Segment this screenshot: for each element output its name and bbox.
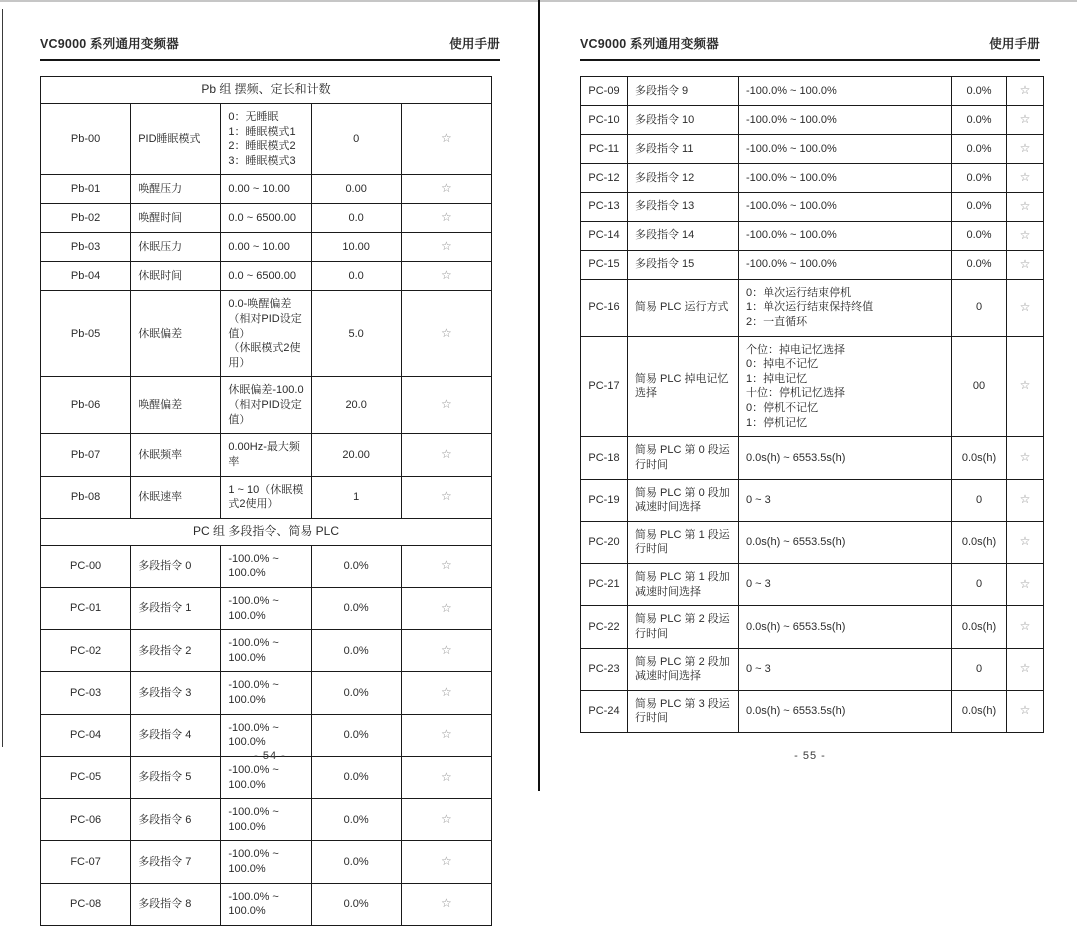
param-code-cell: PC-19	[581, 479, 628, 521]
param-name-cell: 唤醒时间	[131, 204, 221, 233]
param-name-cell: 简易 PLC 第 3 段运行时间	[628, 690, 739, 732]
param-code-cell: Pb-06	[41, 377, 131, 434]
param-range-cell: 0.00 ~ 10.00	[221, 233, 311, 262]
range-option-line: 2：一直循环	[746, 315, 808, 328]
table-row	[581, 437, 1044, 479]
modify-flag-cell: ☆	[1007, 250, 1044, 279]
param-name-cell: 多段指令 6	[131, 799, 221, 841]
param-name-cell: 多段指令 13	[628, 192, 739, 221]
param-default-cell: 0	[952, 479, 1007, 521]
param-range-cell	[739, 336, 952, 437]
modify-flag-cell: ☆	[401, 883, 491, 925]
param-range-cell: 0.0s(h) ~ 6553.5s(h)	[739, 690, 952, 732]
modify-flag-cell: ☆	[1007, 279, 1044, 336]
table-row	[41, 799, 492, 841]
param-code-cell: PC-14	[581, 221, 628, 250]
modify-flag-cell: ☆	[1007, 521, 1044, 563]
param-range-cell: -100.0% ~ 100.0%	[221, 545, 311, 587]
param-name-cell: 多段指令 1	[131, 587, 221, 629]
param-code-cell: PC-09	[581, 77, 628, 106]
modify-flag-cell: ☆	[401, 262, 491, 291]
table-row	[41, 434, 492, 476]
param-name-cell: 唤醒压力	[131, 175, 221, 204]
param-code-cell: Pb-04	[41, 262, 131, 291]
param-default-cell: 0	[952, 648, 1007, 690]
page-header	[40, 34, 500, 61]
page-title: VC9000 系列通用变频器	[580, 37, 719, 51]
param-default-cell: 0.0s(h)	[952, 521, 1007, 563]
table-row	[581, 521, 1044, 563]
range-option-line: 3：睡眠模式3	[228, 154, 296, 167]
param-code-cell: Pb-02	[41, 204, 131, 233]
modify-flag-cell: ☆	[1007, 479, 1044, 521]
param-name-cell: 多段指令 15	[628, 250, 739, 279]
param-range-cell: 0 ~ 3	[739, 648, 952, 690]
param-code-cell: Pb-07	[41, 434, 131, 476]
param-default-cell: 20.0	[311, 377, 401, 434]
param-range-cell: 0.0 ~ 6500.00	[221, 204, 311, 233]
param-default-cell: 0.0%	[952, 134, 1007, 163]
param-name-cell: 多段指令 5	[131, 756, 221, 798]
param-code-cell: PC-02	[41, 630, 131, 672]
modify-flag-cell: ☆	[401, 799, 491, 841]
param-range-cell: 休眠偏差-100.0（相对PID设定值）	[221, 377, 311, 434]
modify-flag-cell: ☆	[401, 377, 491, 434]
param-name-cell: 休眠偏差	[131, 291, 221, 377]
range-option-line: 1：睡眠模式1	[228, 125, 296, 138]
param-default-cell: 0.0%	[311, 587, 401, 629]
param-code-cell: PC-16	[581, 279, 628, 336]
param-name-cell: 多段指令 7	[131, 841, 221, 883]
param-default-cell: 00	[952, 336, 1007, 437]
table-row	[581, 279, 1044, 336]
param-range-cell: 0.0s(h) ~ 6553.5s(h)	[739, 606, 952, 648]
param-range-cell: -100.0% ~ 100.0%	[739, 77, 952, 106]
range-option-line: 0：单次运行结束停机	[746, 286, 852, 299]
table-row	[581, 192, 1044, 221]
param-name-cell: 休眠速率	[131, 476, 221, 518]
param-name-cell: 简易 PLC 第 2 段运行时间	[628, 606, 739, 648]
range-option-line: 2：睡眠模式2	[228, 140, 296, 153]
modify-flag-cell: ☆	[1007, 336, 1044, 437]
param-code-cell: PC-08	[41, 883, 131, 925]
table-row	[581, 336, 1044, 437]
modify-flag-cell: ☆	[1007, 105, 1044, 134]
param-code-cell: PC-24	[581, 690, 628, 732]
param-default-cell: 0.0%	[952, 192, 1007, 221]
param-range-cell: 0.0s(h) ~ 6553.5s(h)	[739, 521, 952, 563]
table-row	[41, 841, 492, 883]
param-code-cell: PC-21	[581, 564, 628, 606]
modify-flag-cell: ☆	[1007, 606, 1044, 648]
param-name-cell: 多段指令 4	[131, 714, 221, 756]
param-name-cell: 休眠压力	[131, 233, 221, 262]
range-option-line: 1：停机记忆	[746, 416, 808, 429]
range-option-line: 0.0-唤醒偏差（相对PID设定值）	[228, 298, 302, 340]
table-row	[41, 175, 492, 204]
param-code-cell: Pb-05	[41, 291, 131, 377]
scan-left-edge	[2, 9, 3, 747]
param-range-cell: -100.0% ~ 100.0%	[221, 714, 311, 756]
param-name-cell: 多段指令 3	[131, 672, 221, 714]
param-default-cell: 0.0%	[311, 672, 401, 714]
param-range-cell: -100.0% ~ 100.0%	[221, 756, 311, 798]
parameter-table-pc	[580, 76, 1044, 733]
table-row	[581, 648, 1044, 690]
param-range-cell: -100.0% ~ 100.0%	[739, 192, 952, 221]
table-row	[41, 476, 492, 518]
manual-label: 使用手册	[989, 37, 1040, 51]
table-row	[581, 134, 1044, 163]
range-option-line: 个位：掉电记忆选择	[746, 343, 845, 356]
param-range-cell: -100.0% ~ 100.0%	[221, 799, 311, 841]
param-default-cell: 0.0%	[311, 841, 401, 883]
page-title: VC9000 系列通用变频器	[40, 37, 179, 51]
param-range-cell: -100.0% ~ 100.0%	[221, 630, 311, 672]
manual-label: 使用手册	[449, 37, 500, 51]
param-name-cell: 简易 PLC 第 1 段加减速时间选择	[628, 564, 739, 606]
param-code-cell: Pb-00	[41, 103, 131, 175]
modify-flag-cell: ☆	[401, 545, 491, 587]
table-row	[41, 545, 492, 587]
param-code-cell: PC-17	[581, 336, 628, 437]
range-option-line: 1：掉电记忆	[746, 372, 808, 385]
param-default-cell: 0.0%	[311, 714, 401, 756]
range-option-line: （休眠模式2使用）	[228, 342, 301, 369]
param-default-cell: 0.0%	[311, 756, 401, 798]
param-range-cell: 0.0s(h) ~ 6553.5s(h)	[739, 437, 952, 479]
param-name-cell: 多段指令 12	[628, 163, 739, 192]
modify-flag-cell: ☆	[1007, 221, 1044, 250]
param-default-cell: 0.0s(h)	[952, 690, 1007, 732]
modify-flag-cell: ☆	[401, 587, 491, 629]
page-number: - 55 -	[794, 750, 826, 762]
param-default-cell: 0.0s(h)	[952, 437, 1007, 479]
param-code-cell: PC-12	[581, 163, 628, 192]
param-default-cell: 1	[311, 476, 401, 518]
param-code-cell: PC-11	[581, 134, 628, 163]
group-header-row	[41, 77, 492, 104]
param-name-cell: 简易 PLC 第 0 段加减速时间选择	[628, 479, 739, 521]
table-row	[41, 204, 492, 233]
param-name-cell: 休眠时间	[131, 262, 221, 291]
param-code-cell: PC-10	[581, 105, 628, 134]
param-range-cell	[221, 103, 311, 175]
modify-flag-cell: ☆	[401, 233, 491, 262]
range-option-line: 十位：停机记忆选择	[746, 387, 845, 400]
modify-flag-cell: ☆	[401, 714, 491, 756]
param-name-cell: 简易 PLC 第 2 段加减速时间选择	[628, 648, 739, 690]
param-range-cell: -100.0% ~ 100.0%	[221, 672, 311, 714]
modify-flag-cell: ☆	[1007, 192, 1044, 221]
table-row	[41, 262, 492, 291]
param-range-cell: 0.0 ~ 6500.00	[221, 262, 311, 291]
param-name-cell: 多段指令 9	[628, 77, 739, 106]
param-default-cell: 0	[952, 564, 1007, 606]
modify-flag-cell: ☆	[401, 434, 491, 476]
param-default-cell: 0.0%	[311, 883, 401, 925]
modify-flag-cell: ☆	[1007, 134, 1044, 163]
param-code-cell: PC-13	[581, 192, 628, 221]
param-default-cell: 0.0s(h)	[952, 606, 1007, 648]
param-default-cell: 0.0	[311, 204, 401, 233]
param-range-cell: -100.0% ~ 100.0%	[221, 587, 311, 629]
param-code-cell: PC-06	[41, 799, 131, 841]
param-code-cell: PC-04	[41, 714, 131, 756]
param-default-cell: 0.0%	[311, 545, 401, 587]
param-default-cell: 0.00	[311, 175, 401, 204]
modify-flag-cell: ☆	[401, 672, 491, 714]
table-row	[581, 77, 1044, 106]
modify-flag-cell: ☆	[401, 756, 491, 798]
param-name-cell: PID睡眠模式	[131, 103, 221, 175]
param-range-cell: -100.0% ~ 100.0%	[739, 163, 952, 192]
table-row	[581, 564, 1044, 606]
table-row	[581, 690, 1044, 732]
param-range-cell: -100.0% ~ 100.0%	[221, 841, 311, 883]
param-name-cell: 简易 PLC 第 0 段运行时间	[628, 437, 739, 479]
param-default-cell: 0.0%	[311, 799, 401, 841]
param-name-cell: 简易 PLC 第 1 段运行时间	[628, 521, 739, 563]
table-row	[41, 756, 492, 798]
param-default-cell: 0	[311, 103, 401, 175]
param-name-cell: 简易 PLC 掉电记忆选择	[628, 336, 739, 437]
param-default-cell: 0.0%	[952, 250, 1007, 279]
param-default-cell: 0.0%	[952, 77, 1007, 106]
param-range-cell: -100.0% ~ 100.0%	[739, 105, 952, 134]
modify-flag-cell: ☆	[1007, 648, 1044, 690]
param-range-cell: 0 ~ 3	[739, 479, 952, 521]
table-row	[41, 291, 492, 377]
param-default-cell: 0.0%	[952, 163, 1007, 192]
table-row	[581, 105, 1044, 134]
param-range-cell: -100.0% ~ 100.0%	[739, 134, 952, 163]
param-range-cell: 1 ~ 10（休眠模式2使用）	[221, 476, 311, 518]
param-range-cell: -100.0% ~ 100.0%	[739, 221, 952, 250]
range-option-line: 0：无睡眠	[228, 110, 279, 123]
param-default-cell: 10.00	[311, 233, 401, 262]
group-title: Pb 组 摆频、定长和计数	[41, 77, 492, 104]
param-code-cell: PC-05	[41, 756, 131, 798]
param-name-cell: 简易 PLC 运行方式	[628, 279, 739, 336]
modify-flag-cell: ☆	[401, 476, 491, 518]
modify-flag-cell: ☆	[1007, 163, 1044, 192]
modify-flag-cell: ☆	[401, 841, 491, 883]
param-range-cell: -100.0% ~ 100.0%	[739, 250, 952, 279]
param-range-cell	[739, 279, 952, 336]
param-name-cell: 多段指令 0	[131, 545, 221, 587]
modify-flag-cell: ☆	[401, 630, 491, 672]
param-name-cell: 多段指令 14	[628, 221, 739, 250]
param-name-cell: 唤醒偏差	[131, 377, 221, 434]
param-name-cell: 多段指令 10	[628, 105, 739, 134]
range-option-line: 0：掉电不记忆	[746, 358, 819, 371]
table-row	[41, 630, 492, 672]
param-code-cell: PC-22	[581, 606, 628, 648]
parameter-table-pb-pc	[40, 76, 492, 926]
param-name-cell: 休眠频率	[131, 434, 221, 476]
modify-flag-cell: ☆	[401, 175, 491, 204]
modify-flag-cell: ☆	[1007, 690, 1044, 732]
table-row	[41, 883, 492, 925]
modify-flag-cell: ☆	[1007, 564, 1044, 606]
page-55	[580, 0, 1040, 794]
param-range-cell: 0 ~ 3	[739, 564, 952, 606]
table-row	[581, 163, 1044, 192]
modify-flag-cell: ☆	[401, 291, 491, 377]
range-option-line: 1：单次运行结束保持终值	[746, 301, 874, 314]
table-row	[41, 377, 492, 434]
param-default-cell: 0	[952, 279, 1007, 336]
modify-flag-cell: ☆	[1007, 437, 1044, 479]
param-range-cell: -100.0% ~ 100.0%	[221, 883, 311, 925]
param-code-cell: PC-01	[41, 587, 131, 629]
modify-flag-cell: ☆	[1007, 77, 1044, 106]
param-default-cell: 0.0%	[952, 105, 1007, 134]
table-row	[41, 233, 492, 262]
param-name-cell: 多段指令 2	[131, 630, 221, 672]
table-row	[581, 221, 1044, 250]
group-title: PC 组 多段指令、简易 PLC	[41, 518, 492, 545]
table-row	[41, 672, 492, 714]
param-code-cell: PC-15	[581, 250, 628, 279]
table-row	[41, 587, 492, 629]
param-name-cell: 多段指令 8	[131, 883, 221, 925]
param-range-cell	[221, 291, 311, 377]
param-code-cell: PC-18	[581, 437, 628, 479]
page-54	[40, 0, 500, 918]
table-row	[581, 479, 1044, 521]
param-code-cell: Pb-03	[41, 233, 131, 262]
param-range-cell: 0.00Hz-最大频率	[221, 434, 311, 476]
param-range-cell: 0.00 ~ 10.00	[221, 175, 311, 204]
param-default-cell: 20.00	[311, 434, 401, 476]
param-code-cell: PC-20	[581, 521, 628, 563]
param-code-cell: Pb-01	[41, 175, 131, 204]
table-row	[41, 103, 492, 175]
param-code-cell: PC-23	[581, 648, 628, 690]
page-number: - 54 -	[254, 750, 286, 762]
param-code-cell: PC-03	[41, 672, 131, 714]
param-code-cell: FC-07	[41, 841, 131, 883]
param-default-cell: 5.0	[311, 291, 401, 377]
modify-flag-cell: ☆	[401, 103, 491, 175]
group-header-row	[41, 518, 492, 545]
page-divider	[538, 0, 540, 791]
param-default-cell: 0.0%	[311, 630, 401, 672]
param-name-cell: 多段指令 11	[628, 134, 739, 163]
table-row	[581, 606, 1044, 648]
param-code-cell: PC-00	[41, 545, 131, 587]
range-option-line: 0：停机不记忆	[746, 402, 819, 415]
table-row	[581, 250, 1044, 279]
modify-flag-cell: ☆	[401, 204, 491, 233]
param-default-cell: 0.0	[311, 262, 401, 291]
param-code-cell: Pb-08	[41, 476, 131, 518]
page-header	[580, 34, 1040, 61]
param-default-cell: 0.0%	[952, 221, 1007, 250]
